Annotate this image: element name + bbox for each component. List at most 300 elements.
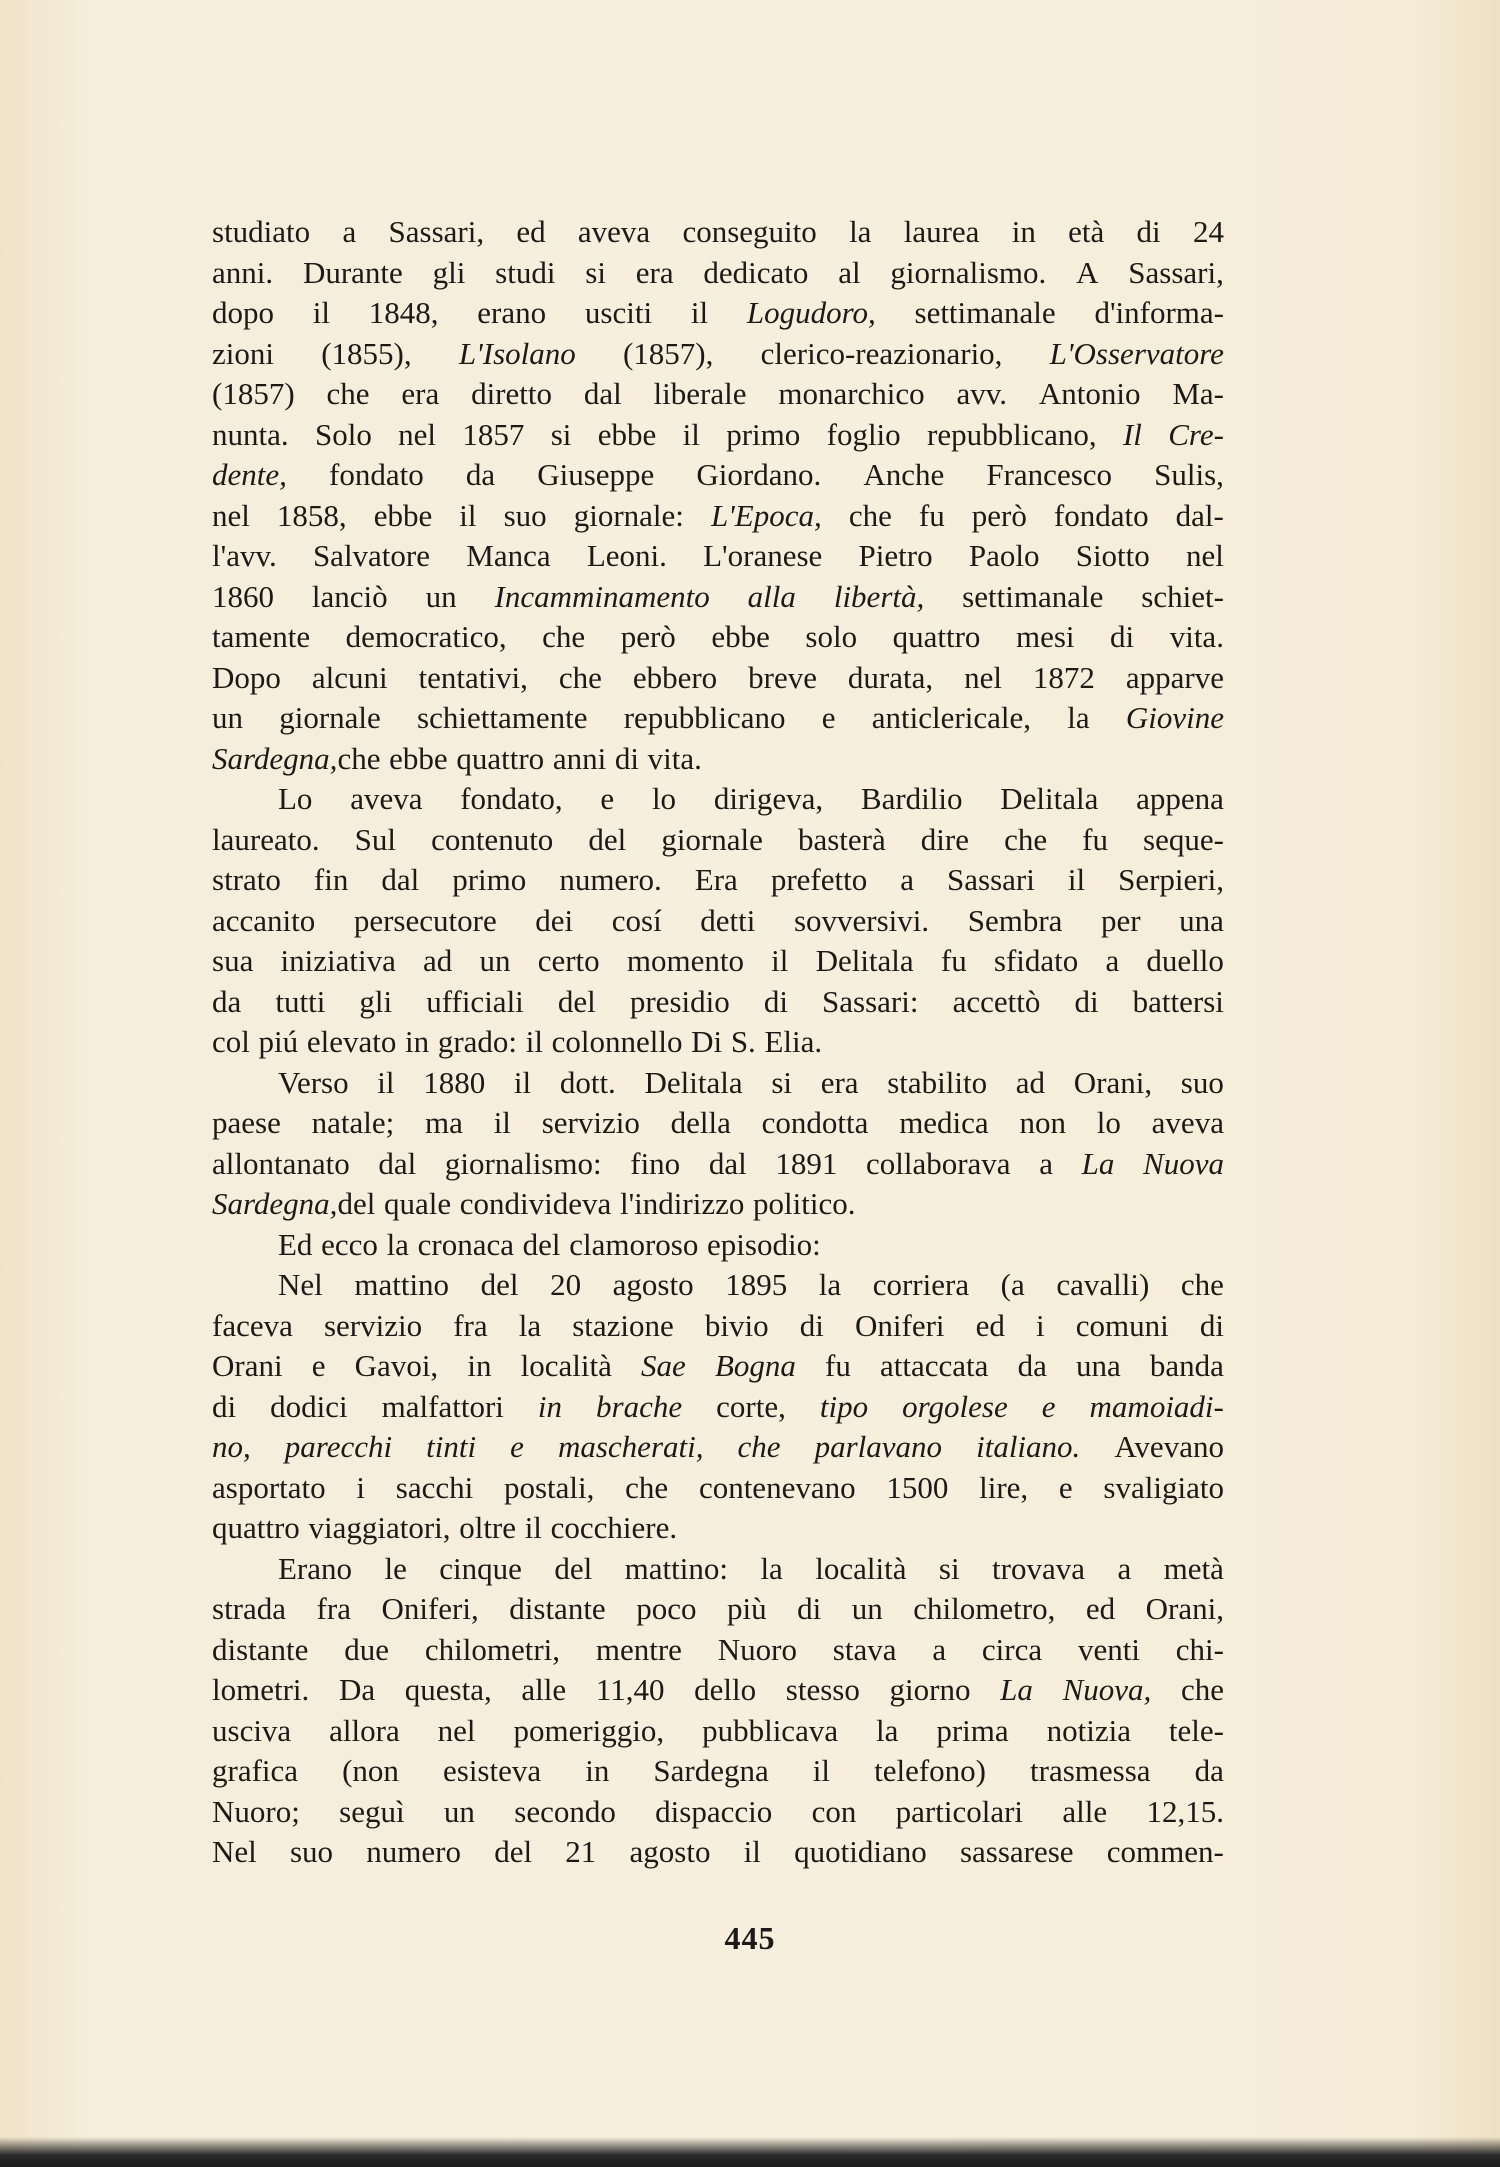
- word: tele-: [1168, 1712, 1224, 1748]
- word: liberale: [653, 376, 747, 411]
- word: d'informa-: [1094, 295, 1224, 330]
- word: colonnello: [551, 1024, 683, 1059]
- word: Verso: [278, 1064, 349, 1100]
- word: lire,: [979, 1469, 1029, 1505]
- word: giornale: [661, 821, 763, 857]
- word: fondato: [1053, 497, 1149, 533]
- word: ebbe: [389, 740, 448, 776]
- word: fra: [316, 1591, 351, 1626]
- text-line: [212, 1549, 1224, 1590]
- word: dispaccio: [655, 1793, 773, 1829]
- word: dal: [708, 1145, 747, 1181]
- word: paese: [212, 1105, 281, 1140]
- word: dei: [535, 902, 574, 938]
- word: ad: [1015, 1064, 1046, 1100]
- word: il: [682, 416, 700, 452]
- word: particolari: [895, 1793, 1024, 1829]
- word: Gavoi,: [354, 1348, 439, 1383]
- word: oltre: [459, 1510, 517, 1545]
- word: con: [811, 1793, 857, 1829]
- word: i: [356, 1469, 366, 1505]
- word: comuni: [1075, 1307, 1169, 1343]
- italic-word: e: [1041, 1388, 1056, 1424]
- italic-word: mascherati,: [557, 1429, 704, 1464]
- word: 20: [550, 1267, 582, 1302]
- word: vita.: [1169, 619, 1224, 654]
- word: esisteva: [443, 1753, 542, 1788]
- word: ufficiali: [426, 983, 524, 1019]
- word: primo: [452, 862, 527, 897]
- word: gli: [432, 254, 466, 290]
- text-line: [212, 658, 1224, 699]
- word: numero.: [559, 862, 662, 897]
- word: anticlericale,: [871, 700, 1031, 735]
- word: fondato,: [460, 781, 563, 816]
- word: un: [443, 1793, 475, 1829]
- word: telefono): [874, 1753, 986, 1788]
- word: episodio:: [707, 1226, 821, 1262]
- word: persecutore: [353, 902, 497, 938]
- word: di: [1199, 1307, 1224, 1343]
- italic-word: dente,: [212, 457, 287, 492]
- word: conseguito: [682, 214, 817, 249]
- word: però: [971, 497, 1027, 533]
- word: Sul: [354, 821, 396, 857]
- word: sassarese: [959, 1834, 1074, 1869]
- text-line: [212, 820, 1224, 861]
- text-line: [212, 1063, 1224, 1104]
- word: condivideva: [459, 1186, 612, 1221]
- word: metà: [1163, 1550, 1224, 1586]
- word: del: [480, 1267, 519, 1302]
- word: dal: [583, 376, 622, 411]
- text-line: [212, 496, 1224, 537]
- word: allontanato: [212, 1145, 350, 1181]
- word: Sassari,: [1128, 254, 1224, 290]
- word: questa,: [404, 1672, 492, 1707]
- word: Sembra: [967, 902, 1063, 938]
- word: nel: [964, 659, 1002, 695]
- italic-word: Sardegna,: [212, 740, 338, 776]
- word: Bardilio: [860, 781, 963, 816]
- word: pubblicava: [702, 1712, 839, 1748]
- word: cavalli): [1056, 1267, 1150, 1302]
- word: per: [1101, 902, 1141, 938]
- word: commen-: [1106, 1834, 1224, 1869]
- italic-word: tipo: [819, 1388, 869, 1424]
- word: foglio: [826, 416, 901, 452]
- word: (1855),: [321, 335, 412, 371]
- word: da: [212, 983, 242, 1019]
- word: laureato.: [212, 821, 320, 857]
- word: presidio: [629, 983, 730, 1019]
- italic-word: brache: [596, 1388, 683, 1424]
- word: giorno: [889, 1672, 971, 1707]
- word: il: [459, 497, 477, 533]
- word: di: [797, 1591, 822, 1626]
- word: detti: [700, 902, 756, 938]
- word: sua: [212, 943, 254, 978]
- word: S.: [730, 1024, 756, 1059]
- word: dal-: [1175, 497, 1224, 533]
- word: democratico,: [345, 619, 507, 654]
- word: venti: [1077, 1631, 1140, 1667]
- word: 21: [565, 1834, 597, 1869]
- word: fu: [918, 497, 945, 533]
- word: attaccata: [880, 1348, 989, 1383]
- word: Orani: [212, 1348, 283, 1383]
- word: dirigeva,: [713, 781, 824, 816]
- word: sfidato: [993, 943, 1079, 978]
- word: erano: [477, 295, 547, 330]
- word: duello: [1146, 943, 1224, 978]
- text-line: [212, 212, 1224, 253]
- word: allora: [329, 1712, 400, 1748]
- word: chi-: [1175, 1631, 1224, 1667]
- word: in: [585, 1753, 610, 1788]
- word: certo: [537, 943, 600, 978]
- word: di: [799, 1307, 824, 1343]
- text-line: [212, 1427, 1224, 1468]
- italic-word: Nuova,: [1062, 1672, 1152, 1707]
- word: alle: [521, 1672, 567, 1707]
- word: suo: [503, 497, 547, 533]
- word: che: [542, 619, 586, 654]
- word: 1500: [886, 1469, 949, 1505]
- word: trovava: [992, 1550, 1086, 1586]
- word: una: [1076, 1348, 1121, 1383]
- italic-word: Nuova: [1143, 1145, 1224, 1181]
- word: a: [932, 1631, 947, 1667]
- word: postali,: [503, 1469, 595, 1505]
- italic-word: che: [737, 1429, 781, 1464]
- word: Delitala: [815, 943, 914, 978]
- word: 12,15.: [1146, 1793, 1224, 1829]
- word: malfattori: [381, 1388, 504, 1424]
- word: ed: [1085, 1591, 1116, 1626]
- word: il: [312, 295, 330, 330]
- word: Oniferi,: [381, 1591, 479, 1626]
- word: e: [1058, 1469, 1073, 1505]
- word: 1872: [1032, 659, 1095, 695]
- word: contenevano: [698, 1469, 856, 1505]
- italic-word: Bogna: [714, 1348, 796, 1383]
- word: località: [520, 1348, 612, 1383]
- page-number: 445: [724, 1920, 776, 1956]
- word: contenuto: [431, 821, 554, 857]
- word: battersi: [1132, 983, 1224, 1019]
- word: il: [513, 1064, 532, 1100]
- text-line: [212, 982, 1224, 1023]
- word: del: [337, 1186, 376, 1221]
- word: dello: [694, 1672, 757, 1707]
- word: strato: [212, 862, 281, 897]
- word: fu: [825, 1348, 851, 1383]
- word: Da: [338, 1672, 376, 1707]
- word: mentre: [595, 1631, 682, 1667]
- word: faceva: [212, 1307, 293, 1343]
- word: ebbe: [597, 416, 657, 452]
- word: distante: [509, 1591, 606, 1626]
- word: a: [1105, 943, 1120, 978]
- word: avv.: [956, 376, 1008, 411]
- word: era: [401, 376, 440, 411]
- word: zioni: [212, 335, 274, 371]
- word: stava: [832, 1631, 897, 1667]
- word: ebbe: [373, 497, 433, 533]
- word: che: [337, 740, 381, 776]
- word: quattro: [456, 740, 545, 776]
- word: Sassari: [947, 862, 1035, 897]
- word: settimanale: [962, 578, 1104, 614]
- word: dal: [381, 862, 420, 897]
- italic-word: Sae: [641, 1348, 686, 1383]
- text-line: [212, 536, 1224, 577]
- word: Dopo: [212, 659, 281, 695]
- italic-word: Logudoro,: [746, 295, 876, 330]
- word: clerico-reazionario,: [760, 335, 1003, 371]
- word: e: [600, 781, 615, 816]
- word: età: [1068, 214, 1105, 249]
- text-line: [212, 698, 1224, 739]
- word: 1880: [423, 1064, 486, 1100]
- word: ed: [516, 214, 546, 249]
- word: numero: [366, 1834, 461, 1869]
- word: alle: [1062, 1793, 1108, 1829]
- word: però: [620, 619, 676, 654]
- word: Sulis,: [1154, 457, 1224, 492]
- word: sovversivi.: [793, 902, 930, 938]
- word: del: [557, 983, 596, 1019]
- word: del: [522, 1226, 561, 1262]
- word: Elia.: [764, 1024, 823, 1059]
- word: suo: [1180, 1064, 1224, 1100]
- word: era: [635, 254, 674, 290]
- word: l'avv.: [212, 538, 277, 573]
- word: la: [1067, 700, 1090, 735]
- word: accettò: [952, 983, 1041, 1019]
- word: prefetto: [770, 862, 868, 897]
- word: repubblicano,: [927, 416, 1097, 452]
- word: piú: [258, 1024, 299, 1059]
- word: un: [425, 578, 457, 614]
- italic-word: parecchi: [284, 1429, 393, 1464]
- word: seguì: [339, 1793, 405, 1829]
- word: viaggiatori,: [308, 1510, 451, 1545]
- word: giornalismo.: [890, 254, 1047, 290]
- word: ed: [975, 1307, 1005, 1343]
- text-line: [212, 293, 1224, 334]
- word: collaborava: [865, 1145, 1011, 1181]
- word: elevato: [306, 1024, 397, 1059]
- word: da: [465, 457, 496, 492]
- word: mesi: [1015, 619, 1075, 654]
- word: che: [1004, 821, 1048, 857]
- text-line: [212, 253, 1224, 294]
- word: di: [614, 740, 639, 776]
- word: Paolo: [968, 538, 1040, 573]
- word: anni.: [212, 254, 274, 290]
- word: breve: [748, 659, 817, 695]
- text-line: [212, 901, 1224, 942]
- text-line: [212, 1670, 1224, 1711]
- word: nel: [398, 416, 437, 452]
- word: dedicato: [703, 254, 809, 290]
- word: Orani,: [1145, 1591, 1224, 1626]
- text-line: [212, 1225, 1224, 1266]
- italic-word: Sardegna,: [212, 1186, 338, 1221]
- italic-word: L'Epoca,: [710, 497, 822, 533]
- word: che: [625, 1469, 669, 1505]
- word: anni: [552, 740, 607, 776]
- word: che: [848, 497, 892, 533]
- word: di: [212, 1388, 237, 1424]
- word: svaligiato: [1103, 1469, 1224, 1505]
- text-line: [212, 739, 1224, 780]
- word: Era: [694, 862, 738, 897]
- word: località: [815, 1550, 907, 1586]
- word: Ed: [278, 1226, 313, 1262]
- text-line: [212, 1832, 1224, 1873]
- word: la: [876, 1712, 899, 1748]
- word: Sassari,: [388, 214, 485, 249]
- word: non: [1019, 1105, 1066, 1140]
- word: fino: [630, 1145, 681, 1181]
- text-line: [212, 1792, 1224, 1833]
- word: circa: [981, 1631, 1043, 1667]
- word: aveva: [350, 781, 423, 816]
- word: accanito: [212, 902, 316, 938]
- body-text: [212, 212, 1224, 1873]
- word: trasmessa: [1030, 1753, 1151, 1788]
- word: un: [479, 943, 511, 978]
- word: mattino: [354, 1267, 450, 1302]
- word: basterà: [797, 821, 886, 857]
- text-line: [212, 1468, 1224, 1509]
- italic-word: libertà,: [833, 578, 925, 614]
- word: cosí: [611, 902, 662, 938]
- text-line: [212, 334, 1224, 375]
- word: distante: [212, 1631, 309, 1667]
- text-line: [212, 1265, 1224, 1306]
- word: condotta: [761, 1105, 869, 1140]
- word: a: [1039, 1145, 1053, 1181]
- word: al: [838, 254, 861, 290]
- word: pomeriggio,: [513, 1712, 665, 1748]
- word: nel: [1186, 538, 1224, 573]
- word: quattro: [892, 619, 981, 654]
- word: Ma-: [1172, 376, 1224, 411]
- word: Sardegna: [653, 1753, 769, 1788]
- word: A: [1076, 254, 1099, 290]
- word: dopo: [212, 295, 274, 330]
- word: nunta.: [212, 416, 289, 452]
- word: 24: [1192, 214, 1224, 249]
- text-line: [212, 1711, 1224, 1752]
- word: Anche: [863, 457, 945, 492]
- word: e: [821, 700, 836, 735]
- word: aveva: [1151, 1105, 1224, 1140]
- word: Avevano: [1114, 1429, 1224, 1464]
- word: ebbe: [711, 619, 770, 654]
- word: si: [771, 1064, 792, 1100]
- text-line: [212, 1508, 1224, 1549]
- word: in: [405, 1024, 430, 1059]
- word: (non: [342, 1753, 399, 1788]
- word: il: [493, 1105, 511, 1140]
- word: in: [467, 1348, 492, 1383]
- word: la: [518, 1307, 542, 1343]
- word: il: [377, 1064, 395, 1100]
- word: più: [726, 1591, 767, 1626]
- word: fra: [453, 1307, 488, 1343]
- text-line: [212, 455, 1224, 496]
- text-line: [212, 1022, 1224, 1063]
- word: del: [494, 1834, 533, 1869]
- text-line: [212, 1589, 1224, 1630]
- word: Durante: [302, 254, 403, 290]
- word: giornale: [279, 700, 381, 735]
- word: schiettamente: [417, 700, 588, 735]
- word: lo: [651, 781, 677, 816]
- italic-word: e: [510, 1429, 524, 1464]
- word: Salvatore: [312, 538, 431, 573]
- word: chilometri,: [424, 1631, 560, 1667]
- word: nel: [437, 1712, 476, 1748]
- word: una: [1179, 902, 1224, 938]
- word: monarchico: [778, 376, 925, 411]
- word: a: [342, 214, 357, 249]
- word: studi: [495, 254, 556, 290]
- word: corriera: [872, 1267, 970, 1302]
- text-line: [212, 860, 1224, 901]
- word: usciti: [584, 295, 653, 330]
- word: lanciò: [311, 578, 388, 614]
- word: due: [344, 1631, 390, 1667]
- word: iniziativa: [280, 943, 396, 978]
- word: (a: [1000, 1267, 1025, 1302]
- word: tamente: [212, 619, 311, 654]
- word: fu: [940, 943, 967, 978]
- word: cronaca: [417, 1226, 514, 1262]
- word: grado:: [437, 1024, 518, 1059]
- word: solo: [805, 619, 858, 654]
- italic-word: tinti: [426, 1429, 477, 1464]
- word: da: [1194, 1753, 1224, 1788]
- italic-word: La: [1000, 1672, 1033, 1707]
- word: ebbero: [632, 659, 718, 695]
- text-line: [212, 1387, 1224, 1428]
- word: vita.: [647, 740, 702, 776]
- word: suo: [289, 1834, 334, 1869]
- word: 1848,: [368, 295, 439, 330]
- word: stesso: [785, 1672, 860, 1707]
- word: a: [1117, 1550, 1132, 1586]
- word: Leoni.: [586, 538, 667, 573]
- word: chilometro,: [913, 1591, 1056, 1626]
- word: servizio: [323, 1307, 423, 1343]
- word: il: [524, 1510, 542, 1545]
- italic-word: Il: [1122, 416, 1142, 452]
- word: stabilito: [887, 1064, 988, 1100]
- text-line: [212, 1184, 1224, 1225]
- word: che: [1180, 1267, 1224, 1302]
- word: l'indirizzo: [619, 1186, 745, 1221]
- word: Siotto: [1075, 538, 1150, 573]
- word: il: [1067, 862, 1086, 897]
- word: che: [558, 659, 602, 695]
- word: da: [1017, 1348, 1047, 1383]
